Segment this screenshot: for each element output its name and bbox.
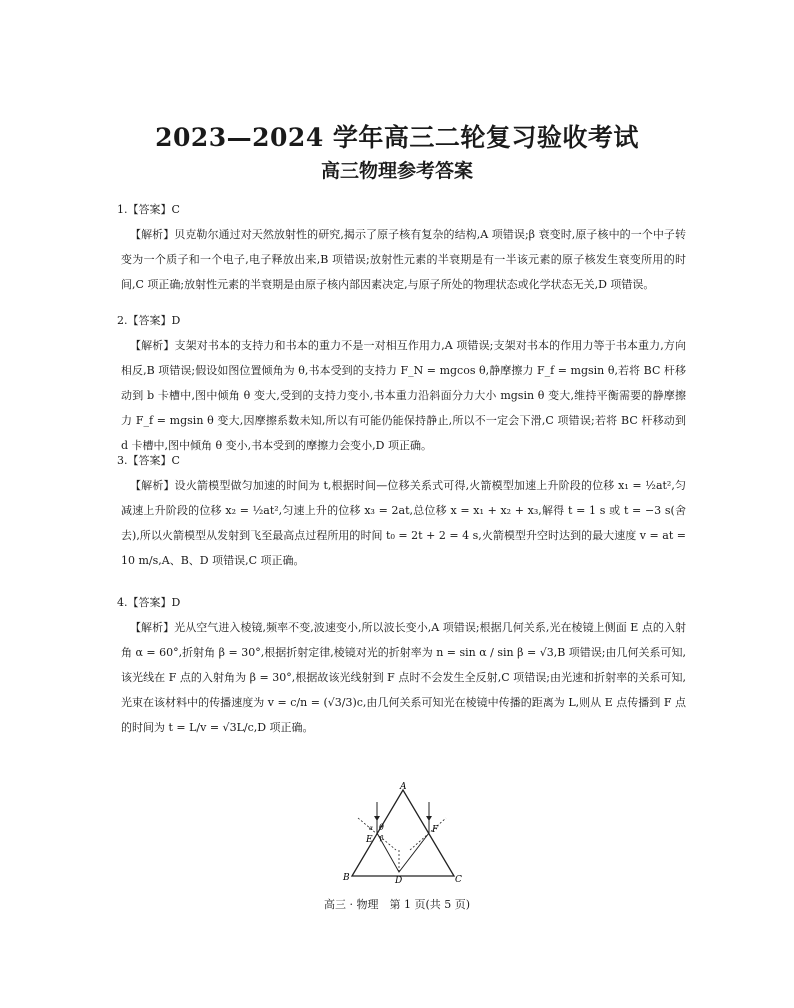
angle-alpha-label: α — [369, 825, 374, 832]
normal-at-f — [410, 818, 446, 850]
question-1-answer: 1.【答案】C — [117, 203, 180, 216]
arrow-in — [374, 816, 380, 821]
prism-triangle — [352, 790, 454, 876]
vertex-c-label: C — [455, 875, 462, 885]
refracted-path — [377, 833, 429, 872]
point-d-label: D — [395, 876, 403, 885]
question-1-explanation: 【解析】贝克勒尔通过对天然放射性的研究,揭示了原子核有复杂的结构,A 项错误;β 衰变时,原子核中的一个中子转变为一个质子和一个电子,电子释放出来,B 项错误;放射性元素的半衰期是有一半该元素的原子核发生衰变所用的时间,C 项正确;放射性元素的半衰期是由原子核内部因素决定,与原子所处的物理状态或化学状态无关,D 项错误。 — [121, 228, 686, 291]
page-footer: 高三 · 物理 第 1 页(共 5 页) — [323, 898, 471, 911]
question-3 — [117, 448, 686, 573]
page-subtitle: 高三物理参考答案 — [320, 160, 473, 182]
question-2-explanation: 【解析】支架对书本的支持力和书本的重力不是一对相互作用力,A 项错误;支架对书本的作用力等于书本重力,方向相反,B 项错误;假设如图位置倾角为 θ,书本受到的支持力 F_N = mgcos θ,静摩擦力 F_f = mgsin θ,若将 BC 杆移动到 b 卡槽中,图中倾角 θ 变大,受到的支持力变小,书本重力沿斜面分力大小 mgsin θ 变大,维持平衡需要的静摩擦力 F_f = mgsin θ 变大,因摩擦系数未知,所以有可能仍能保持静止,所以不一定会下滑,C 项错误;若将 BC 杆移动到 d 卡槽中,图中倾角 θ 变小,书本受到的摩擦力会变小,D 项正确。 — [121, 339, 686, 452]
question-4-explanation: 【解析】光从空气进入棱镜,频率不变,波速变小,所以波长变小,A 项错误;根据几何关系,光在棱镜上侧面 E 点的入射角 α = 60°,折射角 β = 30°,根据折射定律,棱镜对光的折射率为 n = sin α / sin β = √3,B 项错误;由几何关系可知,该光线在 F 点的入射角为 β = 30°,根据故该光线射到 F 点时不会发生全反射,C 项错误;由光速和折射率的关系可知,光束在该材料中的传播速度为 v = c/n = (√3/3)c,由几何关系可知光在棱镜中传播的距离为 L,则从 E 点传播到 F 点的时间为 t = L/v = √3L/c,D 项正确。 — [121, 621, 686, 734]
vertex-b-label: B — [343, 873, 350, 883]
question-4 — [117, 590, 686, 740]
question-2 — [117, 308, 686, 458]
point-e-label: E — [366, 835, 373, 845]
question-3-explanation: 【解析】设火箭模型做匀加速的时间为 t,根据时间—位移关系式可得,火箭模型加速上升阶段的位移 x₁ = ½at²,匀减速上升阶段的位移 x₂ = ½at²,匀速上升的位移 x₃ = 2at,总位移 x = x₁ + x₂ + x₃,解得 t = 1 s 或 t = −3 s(舍去),所以火箭模型从发射到飞至最高点过程所用的时间 t₀ = 2t + 2 = 4 s,火箭模型升空时达到的最大速度 v = at = 10 m/s,A、B、D 项错误,C 项正确。 — [121, 479, 686, 567]
point-f-label: F — [432, 825, 439, 835]
question-3-answer: 3.【答案】C — [117, 454, 180, 467]
angle-theta-label: θ — [379, 823, 384, 832]
page-title: 2023—2024 学年高三二轮复习验收考试 — [155, 123, 639, 152]
question-1 — [117, 197, 686, 297]
vertex-a-label: A — [400, 782, 407, 792]
arrow-out — [426, 816, 432, 821]
prism-figure — [334, 780, 464, 885]
question-2-answer: 2.【答案】D — [117, 314, 181, 327]
angle-beta-label: β — [380, 835, 384, 842]
question-4-answer: 4.【答案】D — [117, 596, 181, 609]
